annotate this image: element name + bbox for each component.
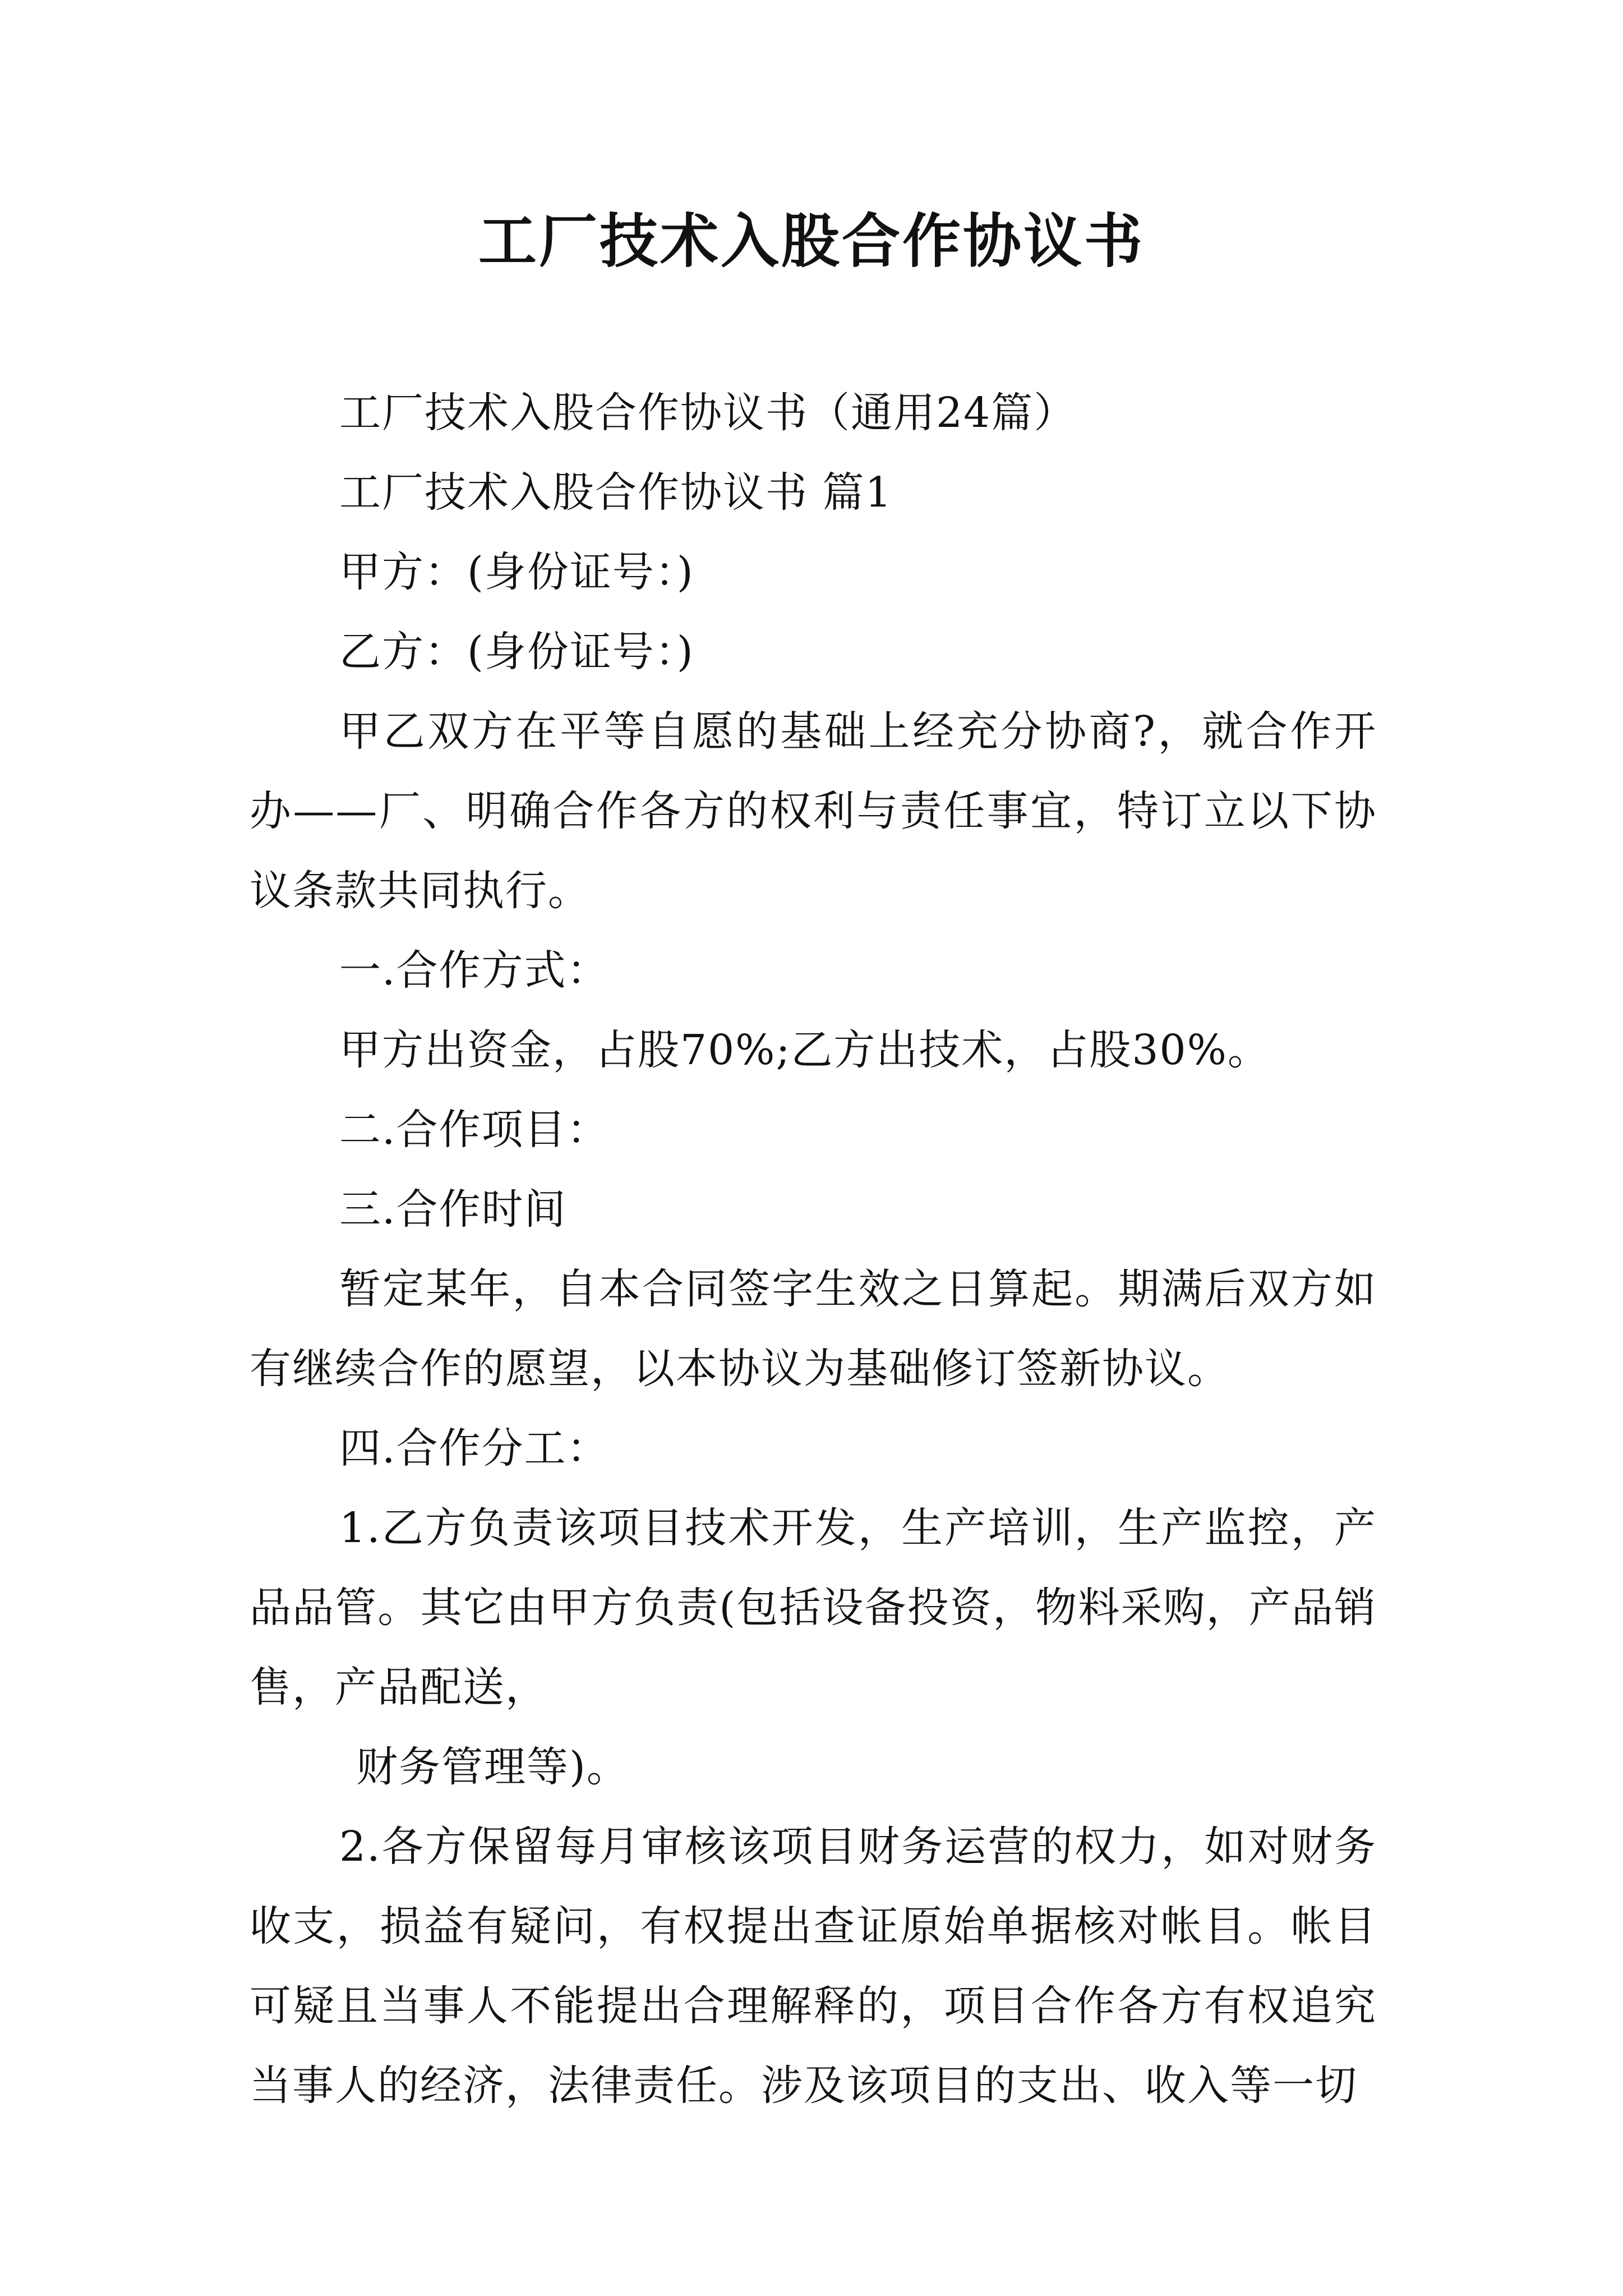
paragraph-party-b: 乙方：(身份证号：) — [339, 628, 694, 676]
paragraph-clause-heading-3: 三.合作时间 — [339, 1185, 567, 1234]
paragraph-clause-3-text: 暂定某年，自本合同签字生效之日算起。期满后双方如有继续合作的愿望，以本协议为基础修订签新协议。 — [250, 1265, 1377, 1393]
paragraph-clause-4-item-2: 2.各方保留每月审核该项目财务运营的权力，如对财务收支，损益有疑问，有权提出查证原始单据核对帐目。帐目可疑且当事人不能提出合理解释的，项目合作各方有权追究当事人的经济，法律责任。涉及该项目的支出、收入等一切 — [250, 1823, 1377, 2110]
document-title: 工厂技术入股合作协议书 — [478, 206, 1145, 275]
paragraph-preamble: 甲乙双方在平等自愿的基础上经充分协商?，就合作开办——厂、明确合作各方的权利与责任事宜，特订立以下协议条款共同执行。 — [250, 707, 1377, 915]
paragraph-clause-heading-4: 四.合作分工： — [339, 1424, 610, 1473]
paragraph-clause-heading-2: 二.合作项目： — [339, 1106, 610, 1154]
paragraph-party-a: 甲方：(身份证号：) — [339, 548, 694, 596]
paragraph-clause-1-text: 甲方出资金，占股70%;乙方出技术，占股30%。 — [339, 1026, 1270, 1074]
paragraph-subtitle: 工厂技术入股合作协议书（通用24篇） — [339, 389, 1077, 437]
paragraph-clause-heading-1: 一.合作方式： — [339, 946, 610, 995]
document-body — [250, 373, 1377, 2125]
paragraph-section-heading: 工厂技术入股合作协议书 篇1 — [339, 468, 893, 517]
paragraph-clause-4-item-1: 1.乙方负责该项目技术开发，生产培训，生产监控，产品品管。其它由甲方负责(包括设备投资，物料采购，产品销售，产品配送， — [250, 1504, 1377, 1711]
paragraph-clause-4-item-1-cont: 财务管理等)。 — [356, 1743, 629, 1791]
